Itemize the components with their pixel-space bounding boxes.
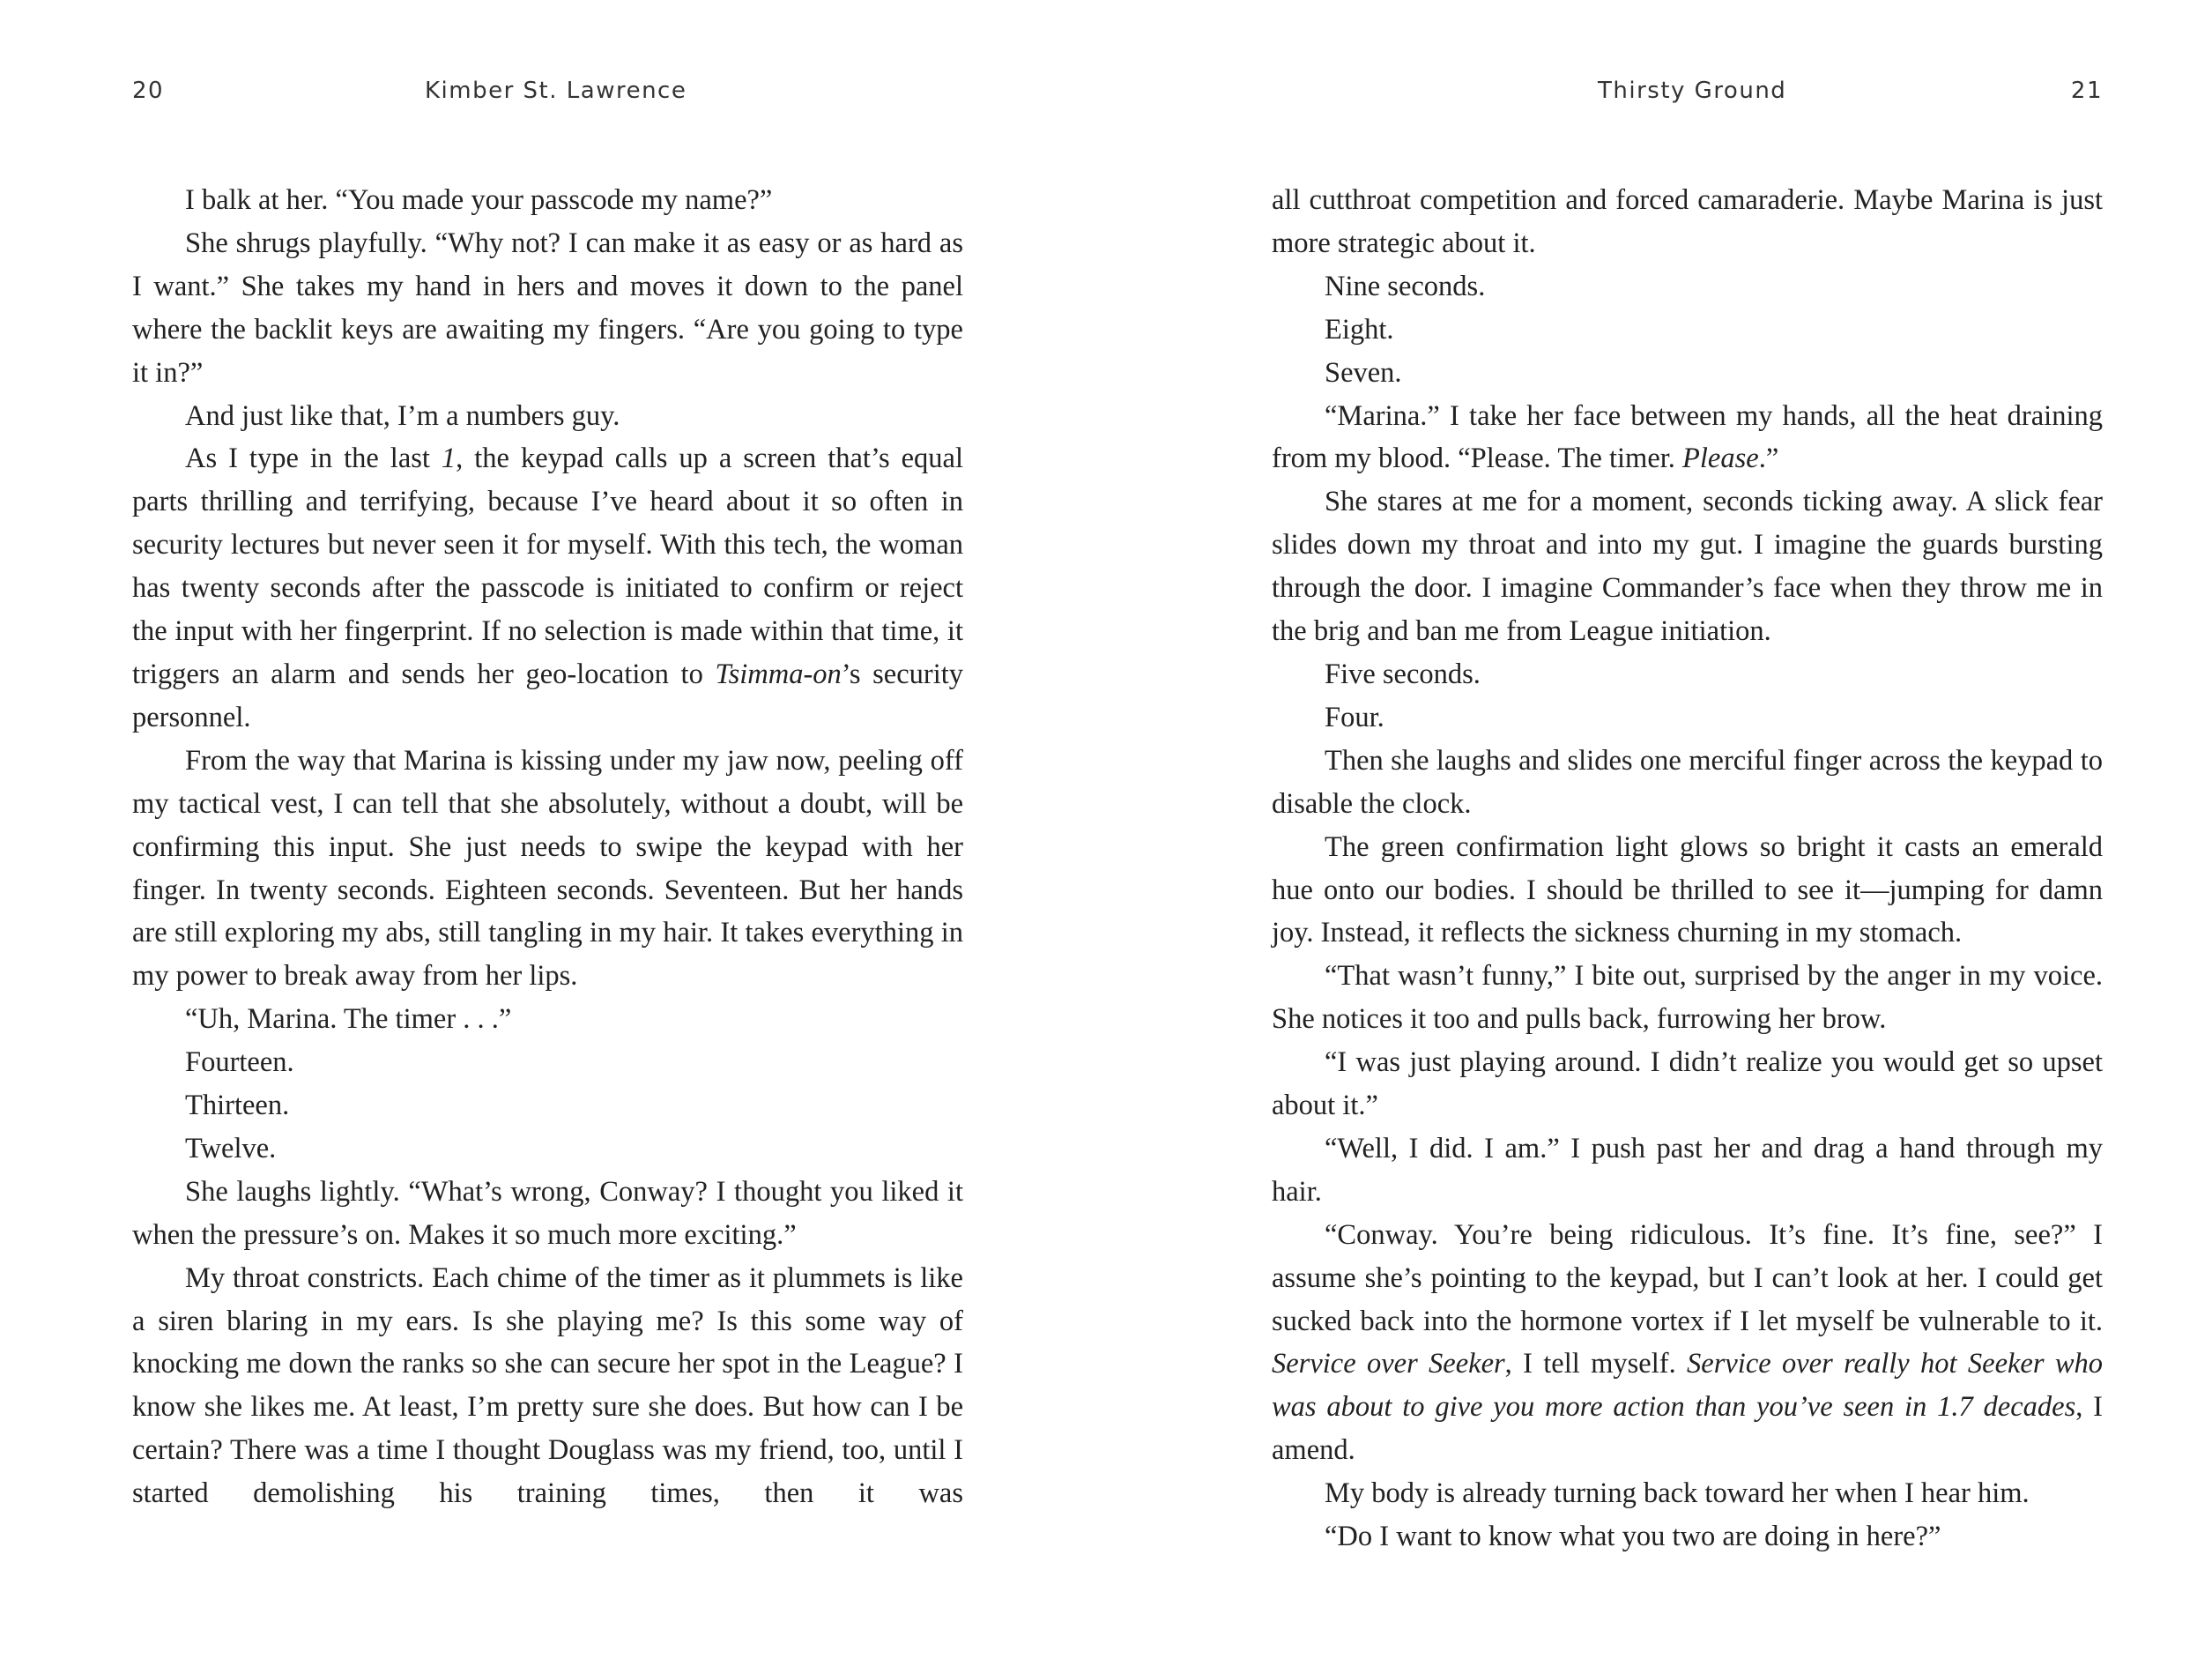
text-run: “Marina.” I take her face between my hands, all the heat draining from my blood. “Please. The timer. [1272,399,2103,475]
text-run: ’s security personnel. [132,658,964,733]
text-run: She stares at me for a moment, seconds ticking away. A slick fear slides down my throat and into my gut. I imagine the guards bursting through the door. I imagine Commander’s face when they throw me in the brig and ban me from League initiation. [1272,486,2103,648]
text-run: Thirteen. [185,1090,290,1122]
right-body-text [1272,179,2103,1559]
right-running-head [1272,78,2103,113]
text-run: , I amend. [1272,1391,2103,1467]
italic-text: Service over Seeker [1272,1348,1505,1380]
text-run: Four. [1325,701,1384,733]
paragraph [132,437,963,739]
text-run: “That wasn’t funny,” I bite out, surprised by the anger in my voice. She notices it too and pulls back, furrowing her brow. [1272,960,2103,1036]
paragraph [1272,653,2103,696]
paragraph [132,1127,963,1171]
italic-text: Tsimma-on [715,658,842,690]
paragraph [1272,1515,2103,1559]
paragraph [1272,1127,2103,1214]
paragraph [1272,826,2103,956]
text-run: The green confirmation light glows so bright it casts an emerald hue onto our bodies. I should be thrilled to see it—jumping for damn joy. Instead, it reflects the sickness churning in my stomach. [1272,830,2103,949]
text-run: Seven. [1325,356,1402,389]
paragraph [1272,395,2103,481]
paragraph [1272,265,2103,309]
text-run: , the keypad calls up a screen that’s equal parts thrilling and terrifying, because I’ve heard about it so often in security lectures but never seen it for myself. With this tech, the woman has twenty seconds after the passcode is initiated to confirm or reject the input with her fingerprint. If no selection is made within that time, it triggers an alarm and sends her geo-location to [132,443,963,690]
paragraph [132,998,963,1041]
paragraph [1272,480,2103,653]
paragraph [1272,179,2103,265]
paragraph [1272,696,2103,740]
paragraph [1272,309,2103,352]
italic-text: Please [1682,443,1759,475]
text-run: And just like that, I’m a numbers guy. [185,399,620,432]
italic-text: Service over really hot Seeker who was about to give you more action than you’ve seen in 1.7 decades [1272,1348,2104,1424]
paragraph [1272,740,2103,826]
page-number: 21 [2070,78,2103,104]
text-run: Five seconds. [1325,658,1481,690]
text-run: , I tell myself. [1504,1348,1688,1380]
paragraph [1272,1214,2103,1472]
text-run: Nine seconds. [1325,270,1486,302]
text-run: Twelve. [185,1132,277,1164]
book-title-header: Thirsty Ground [1598,78,1787,104]
text-run: all cutthroat competition and forced camaraderie. Maybe Marina is just more strategic about it. [1272,184,2103,259]
text-run: Fourteen. [185,1046,294,1079]
text-run: Eight. [1325,313,1394,346]
author-name-header: Kimber St. Lawrence [425,78,687,104]
paragraph [132,395,963,438]
text-run: She laughs lightly. “What’s wrong, Conway? I thought you liked it when the pressure’s on. Makes it so much more exciting.” [132,1175,963,1251]
paragraph [132,1171,963,1257]
text-run: “Conway. You’re being ridiculous. It’s fine. It’s fine, see?” I assume she’s pointing to the keypad, but I can’t look at her. I could get sucked back into the hormone vortex if I let myself be vulnerable to it. [1272,1218,2103,1337]
text-run: My body is already turning back toward her when I hear him. [1325,1477,2030,1510]
paragraph [1272,352,2103,395]
right-page [1272,0,2103,1659]
text-run: .” [1758,443,1779,475]
text-run: “Do I want to know what you two are doing in here?” [1325,1521,1941,1553]
text-run: She shrugs playfully. “Why not? I can make it as easy or as hard as I want.” She takes my hand in hers and moves it down to the panel where the backlit keys are awaiting my fingers. “Are you going to type it in?” [132,227,963,389]
page-number: 20 [132,78,165,104]
text-run: My throat constricts. Each chime of the timer as it plummets is like a siren blaring in my ears. Is she playing me? Is this some way of knocking me down the ranks so she can secure her spot in the League? I know she likes me. At least, I’m pretty sure she does. But how can I be certain? There was a time I thought Douglass was my friend, too, until I started demolishing his training times, then it was [132,1261,963,1510]
paragraph [1272,1472,2103,1515]
text-run: “Well, I did. I am.” I push past her and drag a hand through my hair. [1272,1132,2103,1208]
left-running-head [132,78,963,113]
paragraph [132,1041,963,1084]
paragraph [132,222,963,395]
text-run: “I was just playing around. I didn’t realize you would get so upset about it.” [1272,1046,2103,1122]
text-run: I balk at her. “You made your passcode my name?” [185,184,773,216]
text-run: Then she laughs and slides one merciful finger across the keypad to disable the clock. [1272,744,2103,820]
paragraph [132,1257,963,1515]
paragraph [132,740,963,998]
paragraph [1272,1041,2103,1127]
italic-text: 1 [441,443,457,475]
paragraph [132,1084,963,1127]
left-page [132,0,963,1659]
left-body-text [132,179,963,1515]
text-run: From the way that Marina is kissing under my jaw now, peeling off my tactical vest, I can tell that she absolutely, without a doubt, will be confirming this input. She just needs to swipe the keypad with her finger. In twenty seconds. Eighteen seconds. Seventeen. But her hands are still exploring my abs, still tangling in my hair. It takes everything in my power to break away from her lips. [132,744,963,993]
paragraph [1272,955,2103,1041]
text-run: As I type in the last [185,443,442,475]
text-run: “Uh, Marina. The timer . . .” [185,1003,512,1036]
paragraph [132,179,963,222]
